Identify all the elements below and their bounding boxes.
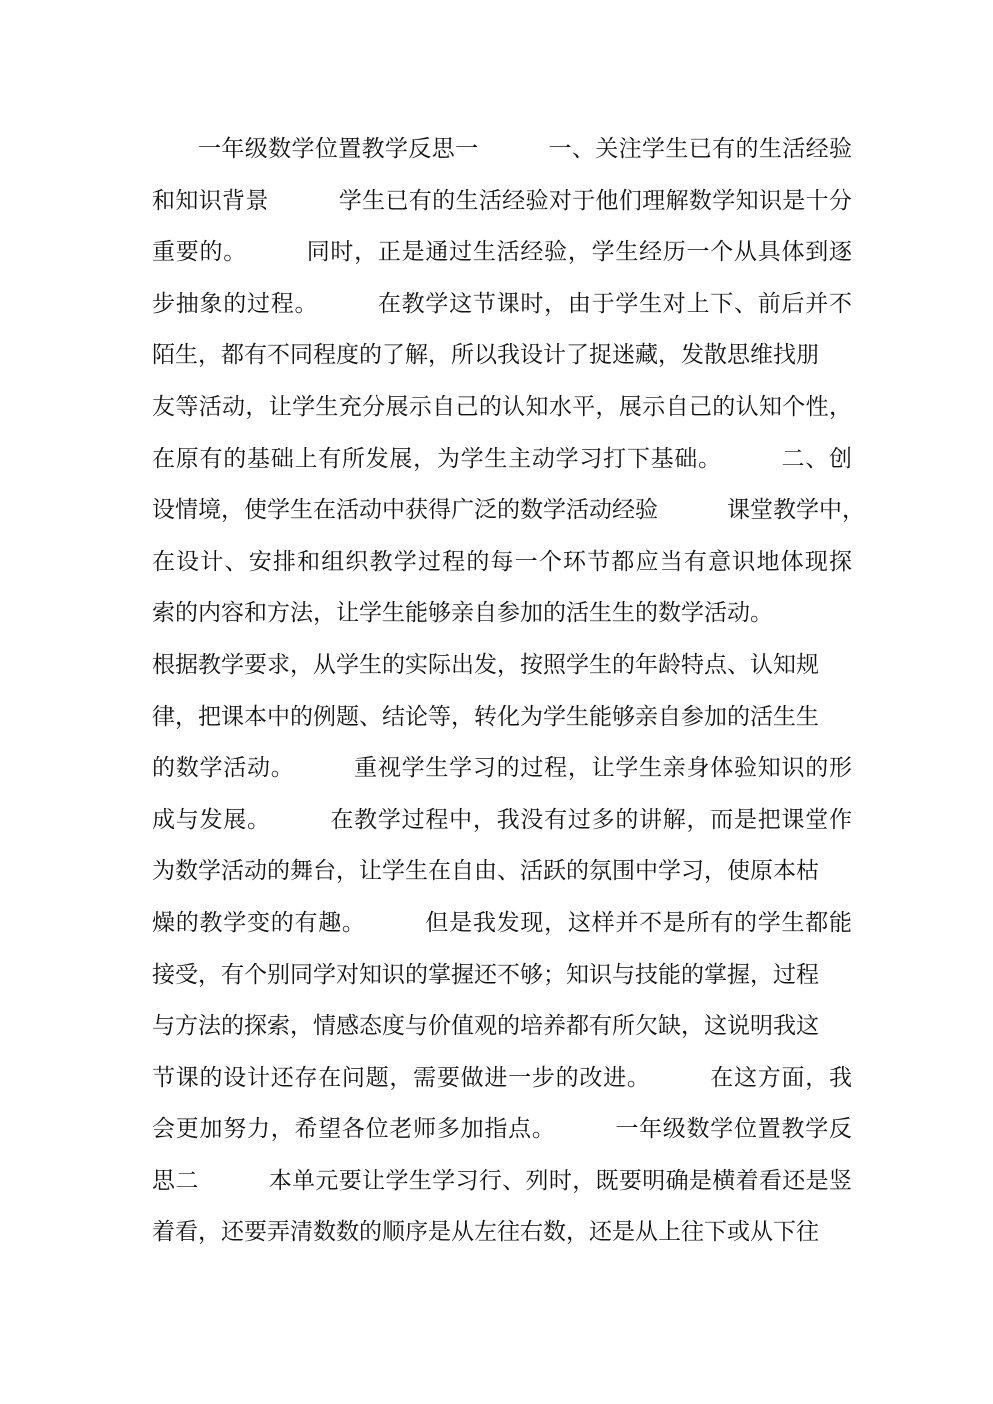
text-line: 的数学活动。 重视学生学习的过程，让学生亲身体验知识的形 bbox=[152, 755, 852, 782]
text-line: 一年级数学位置教学反思一 一、关注学生已有的生活经验 bbox=[198, 136, 852, 162]
text-line: 着看，还要弄清数数的顺序是从左往右数，还是从上往下或从下往 bbox=[152, 1219, 819, 1246]
text-line: 会更加努力，希望各位老师多加指点。 一年级数学位置教学反 bbox=[152, 1116, 852, 1143]
text-line: 设情境，使学生在活动中获得广泛的数学活动经验 课堂教学中， bbox=[152, 497, 865, 524]
text-line: 在原有的基础上有所发展，为学生主动学习打下基础。 二、创 bbox=[152, 445, 852, 472]
body-text bbox=[152, 124, 865, 1259]
text-line: 思二 本单元要让学生学习行、列时，既要明确是横着看还是竖 bbox=[152, 1167, 852, 1194]
text-line: 根据教学要求，从学生的实际出发，按照学生的年龄特点、认知规 bbox=[152, 651, 819, 678]
text-line: 接受，有个别同学对知识的掌握还不够；知识与技能的掌握，过程 bbox=[152, 961, 819, 988]
text-line: 步抽象的过程。 在教学这节课时，由于学生对上下、前后并不 bbox=[152, 290, 852, 317]
text-line: 陌生，都有不同程度的了解，所以我设计了捉迷藏，发散思维找朋 bbox=[152, 342, 819, 369]
text-line: 律，把课本中的例题、结论等，转化为学生能够亲自参加的活生生 bbox=[152, 703, 819, 730]
text-line: 索的内容和方法，让学生能够亲自参加的活生生的数学活动。 bbox=[152, 600, 773, 627]
text-line: 节课的设计还存在问题，需要做进一步的改进。 在这方面，我 bbox=[152, 1064, 852, 1091]
text-line: 在设计、安排和组织教学过程的每一个环节都应当有意识地体现探 bbox=[152, 548, 852, 575]
text-line: 友等活动，让学生充分展示自己的认知水平，展示自己的认知个性， bbox=[152, 393, 852, 420]
text-line: 成与发展。 在教学过程中，我没有过多的讲解，而是把课堂作 bbox=[152, 806, 852, 833]
text-line: 与方法的探索，情感态度与价值观的培养都有所欠缺，这说明我这 bbox=[152, 1013, 819, 1040]
text-line: 燥的教学变的有趣。 但是我发现，这样并不是所有的学生都能 bbox=[152, 909, 852, 936]
text-line: 和知识背景 学生已有的生活经验对于他们理解数学知识是十分 bbox=[152, 187, 852, 214]
text-line: 为数学活动的舞台，让学生在自由、活跃的氛围中学习，使原本枯 bbox=[152, 858, 819, 885]
text-line: 重要的。 同时，正是通过生活经验，学生经历一个从具体到逐 bbox=[152, 239, 852, 266]
